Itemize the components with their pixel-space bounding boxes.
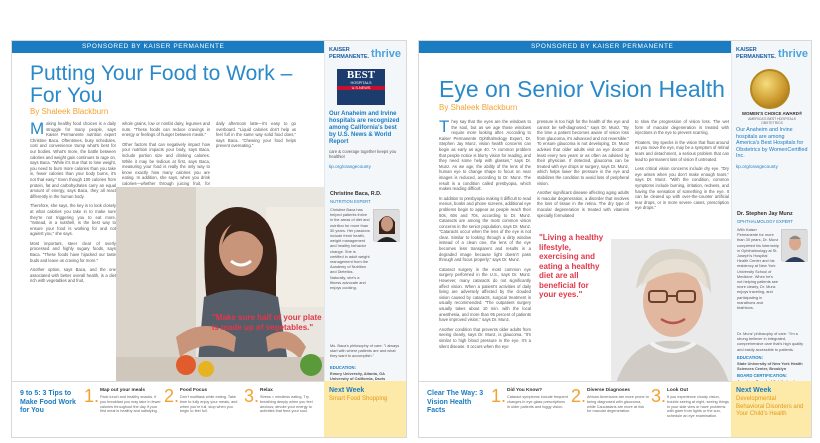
tip-number: 1. bbox=[84, 386, 100, 406]
expert-bio: With Kaiser Permanente for more than 30 years, Dr. Munz completed his internship in Ophthalmology at St. Joseph's Hospital Health Center and his residency at New York University School of Medicine. When he's not helping patients see more clearly, Dr. Munz enjoys traveling, and participating in marathons and triathlons. bbox=[737, 227, 779, 311]
tips-strip bbox=[419, 381, 733, 437]
expert-name: Christine Baca, R.D. bbox=[330, 191, 382, 197]
next-week-title: Next Week bbox=[329, 387, 365, 394]
award-subtitle: AMERICA'S BEST HOSPITALS OBSTETRICS bbox=[748, 117, 796, 125]
tip-heading: Map out your meals bbox=[100, 388, 146, 393]
website-link[interactable]: kp.org/orangecounty bbox=[736, 163, 778, 169]
paragraph: Most important, steer clear of overly processed and highly sugary foods, says Baca. "These foods have hijacked our taste buds and leave us craving for more." bbox=[30, 240, 116, 263]
tips-title: Clear The Way: 3 Vision Health Facts bbox=[427, 390, 484, 414]
paragraph: Another option, says Baca, and the one associated with better overall health, is a diet rich with vegetables and fruit, bbox=[30, 267, 116, 284]
kaiser-permanente-logo: KAISER PERMANENTE. thrive bbox=[736, 47, 808, 60]
next-week-box bbox=[324, 381, 406, 437]
tip-item bbox=[651, 388, 729, 419]
tip-heading: Look Out bbox=[667, 388, 689, 393]
pull-quote: "Make sure half of your plate is made up of vegetables." bbox=[212, 313, 322, 332]
senior-woman-photo bbox=[611, 239, 734, 383]
tip-item bbox=[571, 388, 649, 414]
pull-quote: "Living a healthy lifestyle, exercising and eating a healthy diet are all beneficial for your eyes." bbox=[539, 233, 604, 299]
kaiser-permanente-logo: KAISER PERMANENTE. thrive bbox=[329, 47, 401, 60]
certification-label: BOARD CERTIFICATION: bbox=[737, 373, 787, 378]
next-week-title: Next Week bbox=[736, 387, 772, 394]
womens-choice-award-medal-icon bbox=[750, 69, 790, 109]
article-title: Eye on Senior Vision Health bbox=[439, 76, 725, 102]
article-column-3 bbox=[635, 119, 729, 239]
dropcap: M bbox=[30, 121, 45, 138]
paragraph: Floaters, tiny specks in the vision that float around as you move the eye, may be a symptom of retinal tears and detachment, a serious problem that can lead to permanent loss of vision if untreated. bbox=[635, 139, 729, 162]
paragraph: Cataract surgery is the most common eye surgery performed in the U.S., says Dr. Munz. However, many cataracts do not significantly affect vision. When a patient's activities of daily living are adversely affected by the clouded vision caused by cataracts, surgical treatment is usually recommended. "The outpatient surgery usually takes about 10 min. with the local anesthesia, and more than 95 percent of patients have improved vision," says Dr. Munz. bbox=[439, 266, 531, 323]
tip-number: 2. bbox=[164, 386, 180, 406]
article-column-1 bbox=[439, 119, 531, 383]
tip-number: 3. bbox=[651, 386, 667, 406]
tip-number: 1. bbox=[491, 386, 507, 406]
tip-number: 3. bbox=[244, 386, 260, 406]
right-page bbox=[418, 40, 812, 438]
expert-photo bbox=[781, 229, 807, 261]
paragraph: to slow the progression of vision loss. The wet form of macular degeneration is treated with injections in the eye to prevent scarring. bbox=[635, 119, 729, 136]
tip-text: Pack lunch and healthy snacks. If you breakfast you may take in fewer calories throughout the day if your first meal is healthy and satisfying. bbox=[100, 395, 161, 414]
tip-heading: Did You Know? bbox=[507, 388, 542, 393]
paragraph: daily afternoon latte—it's easy to go overboard. "Liquid calories don't help us feel full in the same way solid food does," says Baca. "Chewing your food helps prevent overeating." bbox=[216, 121, 296, 149]
next-week-topic: Developmental Behavioral Disorders and Your Child's Health bbox=[736, 396, 804, 417]
byline: By Shaleek Blackburn bbox=[30, 107, 109, 116]
expert-photo bbox=[373, 209, 399, 241]
website-link[interactable]: kp.org/orangecounty bbox=[329, 163, 371, 169]
expert-philosophy: Dr. Munz' philosophy of care: "I'm a strong believer in integrated, comprehensive care that's high quality and easily accessible to patients. bbox=[737, 331, 804, 352]
expert-name: Dr. Stephen Jay Munz bbox=[737, 211, 793, 217]
byline: By Shaleek Blackburn bbox=[439, 103, 518, 112]
education-text: Emory University, Atlanta, GA University of California, Davis bbox=[330, 371, 386, 382]
article-column-3 bbox=[216, 121, 296, 161]
sidebar bbox=[731, 41, 811, 437]
woman-cooking-photo bbox=[116, 187, 327, 383]
paragraph: hey say that the eyes are the windows to the soul, but as we age those windows require more looking after. According to Kaiser Permanente Ophthalmology Expert, Dr. Stephen Jay Munz, vision health concerns can begin as early as age 40. "A common problem that people notice is blurry vision for reading, and they need some help with glasses," says Dr. Munz. As we age, the ability of the lens of the human eye to change shape to focus on near images is reduced, according to Dr. Munz. The result is a condition called presbyopia, which makes reading difficult. bbox=[439, 119, 531, 192]
tip-item bbox=[244, 388, 322, 414]
sponsor-bar: SPONSORED BY KAISER PERMANENTE bbox=[419, 41, 733, 53]
tips-strip bbox=[12, 381, 327, 437]
expert-title: NUTRITION EXPERT bbox=[330, 199, 371, 204]
next-week-topic: Smart Food Shopping bbox=[329, 396, 388, 402]
tip-text: If you experience cloudy vision, trouble seeing at night, seeing things in your side view or have problems with glare from lights or the sun, schedule an eye examination. bbox=[667, 395, 729, 419]
education-label: EDUCATION: bbox=[737, 355, 763, 360]
paragraph: In addition to presbyopia making it difficult to read menus, books and phone screens, additional eye problems begin to appear as people reach their 50s, 60s and 70s, according to Dr. Munz. Cataracts are among the most common vision concerns in the senior population, says Dr. Munz. "Cataracts occur when the lens of the eye is not clear. Similar to looking through a dirty window instead of a clean one, the lens of the eye becomes less transparent and results in a degraded image because light doesn't pass through and focus properly," says Dr. Munz. bbox=[439, 195, 531, 263]
paragraph: Another significant disease affecting aging adults is macular degeneration, a disorder that involves the loss of tissue in the retina. The dry type of macular degeneration is treated with vitamins specially formulated bbox=[537, 190, 629, 218]
tip-number: 2. bbox=[571, 386, 587, 406]
sponsor-bar: SPONSORED BY KAISER PERMANENTE bbox=[12, 41, 327, 53]
paragraph: aking healthy food choices is a daily struggle for many people, says Kaiser Permanente nutrition expert Christine Baca. Oftentimes, busy schedules, cost and convenience trump what's best for our bodies. What's more, the battle between calories and weight gain continues to rage on, says Baca. "While it's true that to lose weight, you need to burn more calories than you take in, fewer calories than your body burns, it's not that easy." Even though 100 calories from protein, fat and carbohydrates carry an equal amount of energy, says Baca, they all react differently in the human body. bbox=[30, 121, 116, 199]
callout-tagline: care & coverage together keeps you healthier bbox=[329, 149, 397, 160]
article-column-1 bbox=[30, 121, 116, 383]
tip-heading: Food Focus bbox=[180, 388, 208, 393]
callout-title: Our Anaheim and Irvine hospitals are among America's Best Hospitals for Obstetrics by WomenCertified Inc. bbox=[736, 127, 808, 160]
tip-heading: Diverse Diagnoses bbox=[587, 388, 630, 393]
expert-philosophy: Ms. Baca's philosophy of care: "I always start with where patients are and what they want to accomplish." bbox=[330, 343, 400, 359]
tip-heading: Relax bbox=[260, 388, 273, 393]
education-label: EDUCATION: bbox=[330, 365, 356, 370]
next-week-box bbox=[731, 381, 811, 437]
article-title: Putting Your Food to Work – For You bbox=[30, 62, 293, 108]
paragraph: Less critical vision concerns include dry eye. "Dry eye arises when you don't make enough tears," says Dr. Munz. "With the condition, common symptoms include burning, irritation, redness, and having the sensation of something in the eye. It can be cleared up with over-the-counter artificial tear drops, or in more severe cases, prescription eye drops." bbox=[635, 166, 729, 211]
paragraph: Therefore, she says, the key is to look closely at what calories you take in to make sure they're not triggering you to eat more. "Instead, in a nutshell, is the best way to ensure your food is working for and not against you," she says. bbox=[30, 203, 116, 237]
article-column-2 bbox=[537, 119, 629, 231]
sidebar bbox=[324, 41, 406, 437]
paragraph: Another condition that prevents older adults from seeing clearly, says Dr. Munz, is glaucoma. "It's similar to high blood pressure in the eye. It's a silent disease. It occurs when the eye bbox=[439, 326, 531, 349]
dropcap: T bbox=[439, 119, 450, 136]
tips-title: 9 to 5: 3 Tips to Make Food Work for You bbox=[20, 390, 76, 414]
paragraph: Other factors that can negatively impact how your nutrition impacts your body, says Baca, include portion size and drinking calories. While it may be tedious at first, says Baca, measuring your food is really the only way to know exactly how many calories you are eating. In addition, she says, when you drink calories—whether through juicing fruit, for bbox=[122, 141, 210, 186]
tip-item bbox=[84, 388, 162, 414]
expert-title: OPHTHALMOLOGY EXPERT bbox=[737, 219, 793, 224]
tip-item bbox=[164, 388, 242, 414]
tip-text: African Americans are more prone to being diagnosed with glaucoma, while Caucasians are more at risk for macular degeneration. bbox=[587, 395, 649, 414]
paragraph: whole grains, low or nonfat dairy, legumes and nuts. "These foods can reduce cravings in energy or feelings of hunger between meals." bbox=[122, 121, 210, 138]
callout-title: Our Anaheim and Irvine hospitals are recognized among California's best by U.S. News & World Report bbox=[329, 111, 400, 145]
us-news-badge: BEST HOSPITALS U.S.NEWS bbox=[337, 69, 385, 105]
tip-item bbox=[491, 388, 569, 409]
expert-bio: Christine Baca has helped patients thrive in the areas of diet and nutrition for more than 30 years. Her passions include fresh health, weight management and healthy behavior change. She is certified in adult weight management from the Academy of Nutrition and Dietetics. Naturally, she's a fitness advocate and enjoys cooking. bbox=[330, 207, 370, 291]
hospital-callout bbox=[329, 111, 401, 169]
paragraph: pressure is too high for the health of the eye and cannot be self-diagnosed," says Dr. Munz. "By the time a patient becomes aware of vision loss from glaucoma, it's advanced and not reversible." To ensure glaucoma is not developing, Dr. Munz advises that older adults visit an eye doctor at least every two years or as often as advised by their physician. If detected, glaucoma can be treated with eye drops or surgery, says Dr. Munz, which helps lower the pressure in the eye and stabilizes the condition to avoid loss of peripheral vision. bbox=[537, 119, 629, 186]
education-text: State University of New York Health Sciences Center, Brooklyn bbox=[737, 361, 803, 372]
tip-text: Don't multitask while eating. Take time to fully enjoy your meals, and when you're full, stop when you begin to feel full. bbox=[180, 395, 238, 414]
tip-text: Stress = mindless eating. Try breathing deeply when you feel anxious; devote your energy to activities that feed your soul. bbox=[260, 395, 313, 414]
left-page bbox=[11, 40, 407, 438]
award-title: WOMEN'S CHOICE AWARD® bbox=[741, 111, 803, 116]
tip-text: Cataract symptoms include frequent changes in eye glass prescriptions in older patients and foggy vision. bbox=[507, 395, 568, 409]
hospital-callout bbox=[736, 127, 808, 169]
